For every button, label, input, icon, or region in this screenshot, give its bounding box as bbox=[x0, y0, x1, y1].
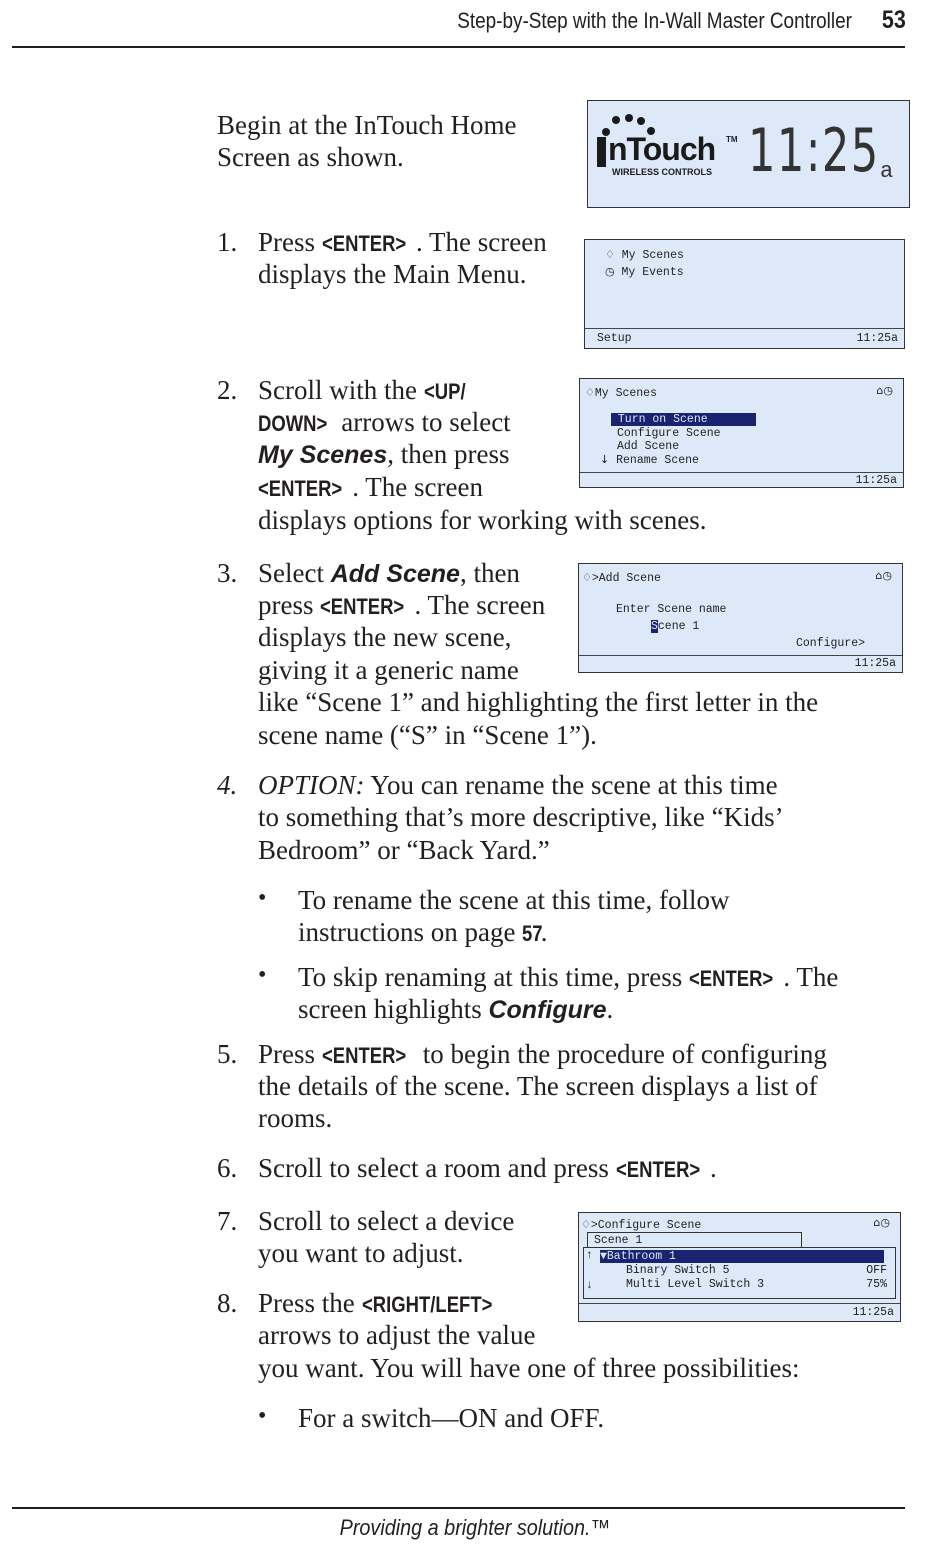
setup-label: Setup bbox=[597, 332, 632, 345]
page-number: 53 bbox=[882, 6, 906, 34]
scroll-down-icon: ↓ bbox=[586, 1279, 593, 1292]
home-clock-icons bbox=[876, 384, 893, 398]
bulb-icon: ♢ bbox=[581, 1218, 591, 1231]
step-3-line-3: displays the new scene, bbox=[258, 622, 512, 652]
step-2-number: 2. bbox=[217, 375, 238, 405]
screen-title: ♢My Scenes bbox=[585, 386, 657, 400]
clock-ampm: a bbox=[880, 159, 894, 184]
home-clock-icons bbox=[873, 1216, 890, 1230]
step-3-line-1: Select Add Scene, then bbox=[258, 558, 520, 588]
bulb-icon: ♢ bbox=[582, 571, 592, 584]
step-2-line-1: Scroll with the <UP/ bbox=[258, 375, 466, 405]
step-1-line-2: displays the Main Menu. bbox=[258, 259, 527, 289]
device-multilevel-switch[interactable]: Multi Level Switch 3 bbox=[626, 1278, 765, 1291]
configure-link[interactable]: Configure> bbox=[796, 637, 866, 650]
step-7-number: 7. bbox=[217, 1206, 238, 1236]
scene-tab-label: Scene 1 bbox=[594, 1234, 643, 1247]
screen-title: ♢>Configure Scene bbox=[581, 1218, 702, 1232]
status-time: 11:25a bbox=[856, 332, 898, 345]
status-bar-divider bbox=[580, 472, 903, 473]
header-rule bbox=[12, 46, 905, 48]
status-time: 11:25a bbox=[852, 1306, 894, 1319]
step-3-line-6: scene name (“S” in “Scene 1”). bbox=[258, 720, 597, 750]
step-7-line-2: you want to adjust. bbox=[258, 1238, 464, 1268]
step-4-line-3: Bedroom” or “Back Yard.” bbox=[258, 835, 550, 865]
logo-i-stem bbox=[597, 137, 606, 167]
intro-line-1: Begin at the InTouch Home bbox=[217, 110, 517, 140]
option-configure-scene: Configure Scene bbox=[617, 427, 721, 440]
status-bar-divider bbox=[579, 1303, 900, 1304]
logo-dot bbox=[612, 116, 620, 124]
home-icon: ⌂ bbox=[873, 1216, 881, 1229]
my-scenes-lcd bbox=[579, 378, 904, 488]
footer-rule bbox=[12, 1507, 905, 1509]
step-8-bullet-1: For a switch—ON and OFF. bbox=[298, 1403, 605, 1433]
step-8-number: 8. bbox=[217, 1288, 238, 1318]
step-4-line-1: OPTION: You can rename the scene at this time bbox=[258, 770, 778, 800]
home-screen-lcd bbox=[587, 100, 910, 208]
step-4-bullet-2-line-2: screen highlights Configure. bbox=[298, 994, 614, 1024]
room-row-bathroom[interactable]: ▼Bathroom 1 bbox=[600, 1250, 884, 1263]
step-3-number: 3. bbox=[217, 558, 238, 588]
device-multilevel-switch-value: 75% bbox=[866, 1278, 887, 1291]
step-3-line-2: press <ENTER> . The screen bbox=[258, 590, 546, 620]
logo-text: nTouch bbox=[608, 131, 716, 167]
main-menu-lcd bbox=[584, 239, 905, 349]
step-3-line-4: giving it a generic name bbox=[258, 655, 519, 685]
configure-scene-lcd bbox=[578, 1212, 901, 1322]
option-turn-on-scene: Turn on Scene bbox=[611, 413, 756, 426]
add-scene-lcd bbox=[578, 563, 903, 673]
step-1-number: 1. bbox=[217, 227, 238, 257]
status-bar-divider bbox=[585, 328, 904, 329]
home-icon: ⌂ bbox=[875, 569, 883, 582]
step-5-line-3: rooms. bbox=[258, 1103, 333, 1133]
text-cursor: S bbox=[651, 620, 658, 633]
room-list bbox=[583, 1247, 896, 1299]
status-bar-divider bbox=[579, 655, 902, 656]
device-binary-switch-value: OFF bbox=[866, 1264, 887, 1277]
step-4-bullet-1-line-1: To rename the scene at this time, follow bbox=[298, 885, 730, 915]
step-1-line-1: Press <ENTER> . The screen bbox=[258, 226, 547, 261]
step-3-line-5: like “Scene 1” and highlighting the first letter in the bbox=[258, 687, 819, 717]
step-6-line-1: Scroll to select a room and press <ENTER> . bbox=[258, 1153, 717, 1183]
bullet-icon: • bbox=[258, 1403, 267, 1429]
clock-icon: ◷ bbox=[880, 1216, 890, 1229]
page-header bbox=[0, 0, 950, 48]
step-4-number: 4. bbox=[217, 770, 238, 800]
footer-tagline: Providing a brighter solution.™ bbox=[339, 1515, 611, 1540]
menu-item-my-scenes: ♢ My Scenes bbox=[605, 248, 684, 262]
step-4-line-2: to something that’s more descriptive, like “Kids’ bbox=[258, 802, 784, 832]
home-clock-icons bbox=[875, 569, 892, 583]
option-rename-scene: ↓ Rename Scene bbox=[600, 453, 699, 467]
arrow-down-icon: ↓ bbox=[600, 453, 610, 466]
step-8-line-1: Press the <RIGHT/LEFT> bbox=[258, 1288, 492, 1318]
bulb-icon: ♢ bbox=[585, 386, 595, 399]
bullet-icon: • bbox=[258, 885, 267, 911]
option-add-scene: Add Scene bbox=[617, 440, 680, 453]
intro-line-2: Screen as shown. bbox=[217, 142, 404, 172]
step-5-line-1: Press <ENTER> to begin the procedure of configuring bbox=[258, 1039, 827, 1069]
clock-icon: ◷ bbox=[883, 384, 893, 397]
step-2-line-3: My Scenes, then press bbox=[258, 439, 510, 469]
scene-name-field[interactable]: Scene 1 bbox=[651, 620, 700, 633]
step-5-line-2: the details of the scene. The screen displays a list of bbox=[258, 1071, 818, 1101]
bullet-icon: • bbox=[258, 962, 267, 988]
status-time: 11:25a bbox=[854, 657, 896, 670]
clock-time: 11:25 bbox=[748, 116, 880, 186]
step-2-line-4: <ENTER> . The screen bbox=[258, 472, 483, 502]
step-8-line-2: arrows to adjust the value bbox=[258, 1320, 536, 1350]
device-binary-switch[interactable]: Binary Switch 5 bbox=[626, 1264, 730, 1277]
bulb-icon: ♢ bbox=[605, 248, 615, 261]
logo-dot bbox=[637, 117, 645, 125]
scroll-up-icon: ↑ bbox=[586, 1249, 593, 1262]
step-7-line-1: Scroll to select a device bbox=[258, 1206, 515, 1236]
logo-tm: TM bbox=[726, 135, 738, 144]
step-4-bullet-1-line-2: instructions on page 57. bbox=[298, 916, 547, 951]
step-2-line-2: DOWN> arrows to select bbox=[258, 407, 511, 437]
screen-title: ♢>Add Scene bbox=[582, 571, 661, 585]
logo-dot bbox=[625, 114, 633, 122]
clock-icon: ◷ bbox=[882, 569, 892, 582]
scene-name-prompt: Enter Scene name bbox=[616, 603, 727, 616]
step-8-line-3: you want. You will have one of three possibilities: bbox=[258, 1353, 800, 1383]
step-5-number: 5. bbox=[217, 1039, 238, 1069]
page-ref: 57 bbox=[522, 921, 543, 946]
header-title: Step-by-Step with the In-Wall Master Controller bbox=[457, 8, 852, 33]
logo-subtitle: WIRELESS CONTROLS bbox=[612, 167, 713, 177]
status-time: 11:25a bbox=[855, 474, 897, 487]
home-icon: ⌂ bbox=[876, 384, 884, 397]
menu-item-my-events: ◷ My Events bbox=[605, 265, 684, 279]
step-4-bullet-2-line-1: To skip renaming at this time, press <ENTER> . The bbox=[298, 962, 839, 992]
scene-tab bbox=[587, 1232, 802, 1247]
enter-key: <ENTER> bbox=[321, 231, 406, 256]
clock-icon: ◷ bbox=[605, 265, 615, 278]
step-6-number: 6. bbox=[217, 1153, 238, 1183]
step-2-line-5: displays options for working with scenes. bbox=[258, 505, 707, 535]
